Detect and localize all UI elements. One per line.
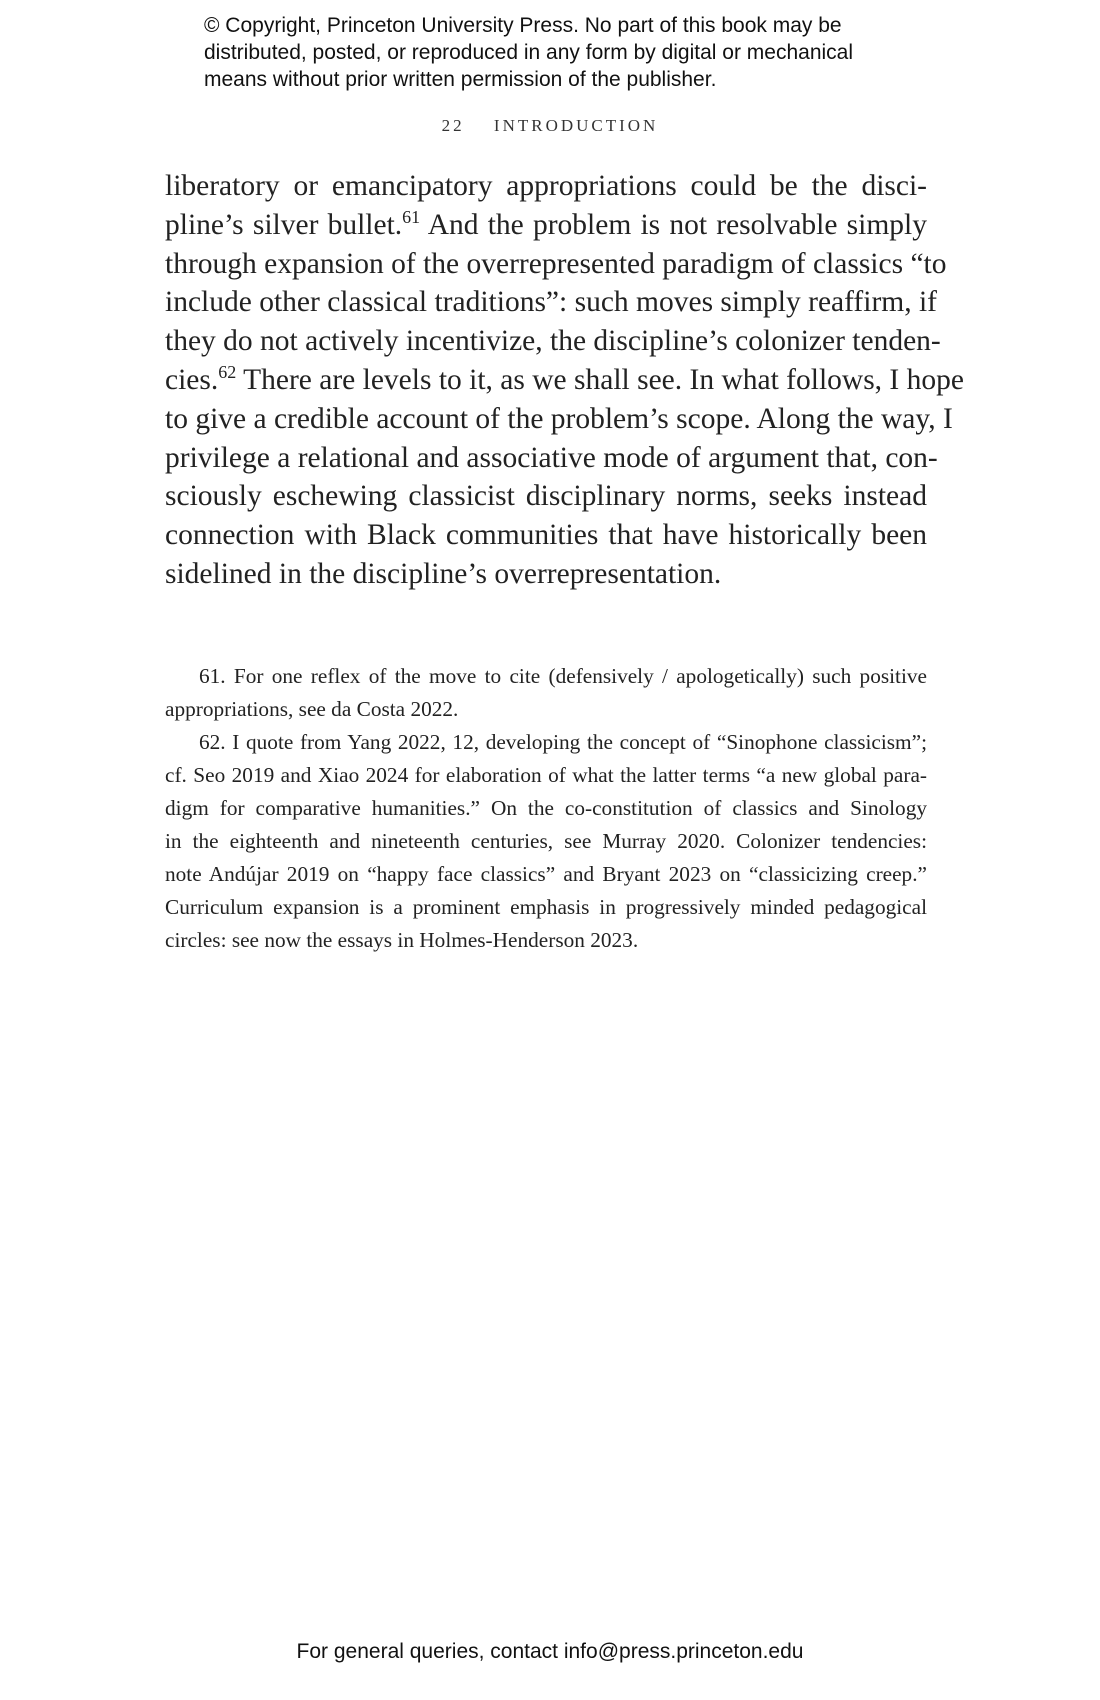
footnote-line: 61. For one reflex of the move to cite (defensively / apologetically) such positive — [199, 664, 927, 688]
body-line-text: And the problem is not resolvable simply — [427, 208, 927, 241]
body-line: connection with Black communities that have historically been — [165, 519, 927, 552]
body-line: to give a credible account of the problem’s scope. Along the way, I — [165, 402, 953, 435]
body-line: include other classical traditions”: such moves simply reaffirm, if — [165, 286, 937, 319]
body-paragraph — [165, 167, 964, 594]
footnotes — [165, 660, 927, 957]
page-number: 22 — [441, 116, 465, 135]
footnote-ref-62[interactable]: 62 — [218, 362, 237, 383]
body-line: privilege a relational and associative mode of argument that, con- — [165, 441, 938, 474]
copyright-line: means without prior written permission of the publisher. — [204, 68, 717, 91]
body-line: they do not actively incentivize, the discipline’s colonizer tenden- — [165, 325, 941, 358]
copyright-notice — [204, 12, 924, 93]
running-head — [0, 116, 1100, 136]
body-line: liberatory or emancipatory appropriations could be the disci- — [165, 170, 927, 202]
footer-contact: For general queries, contact info@press.princeton.edu — [296, 1640, 804, 1663]
footnote-line: digm for comparative humanities.” On the co-constitution of classics and Sinology — [165, 796, 927, 820]
body-line-text: pline’s silver bullet. — [165, 208, 403, 241]
footnote-line: Curriculum expansion is a prominent emphasis in progressively minded pedagogical — [165, 895, 927, 919]
chapter-title: INTRODUCTION — [493, 116, 659, 135]
footnote-line: 62. I quote from Yang 2022, 12, developing the concept of “Sinophone classicism”; — [199, 730, 927, 754]
copyright-line: © Copyright, Princeton University Press. No part of this book may be — [204, 14, 842, 37]
footnote-61 — [165, 660, 927, 726]
footnote-line: note Andújar 2019 on “happy face classics” and Bryant 2023 on “classicizing creep.” — [165, 862, 927, 886]
footnote-line: in the eighteenth and nineteenth centuries, see Murray 2020. Colonizer tendencies: — [165, 829, 927, 853]
body-line-text: cies. — [165, 363, 219, 396]
copyright-line: distributed, posted, or reproduced in any form by digital or mechanical — [204, 41, 854, 64]
body-line: through expansion of the overrepresented paradigm of classics “to — [165, 247, 947, 280]
footnote-62 — [165, 726, 927, 957]
body-line-text: There are levels to it, as we shall see. In what follows, I hope — [243, 363, 964, 396]
body-line: sidelined in the discipline’s overrepresentation. — [165, 557, 722, 590]
body-line — [165, 206, 927, 245]
body-line: sciously eschewing classicist disciplinary norms, seeks instead — [165, 480, 927, 513]
footnote-line: appropriations, see da Costa 2022. — [165, 697, 459, 721]
footnote-line: cf. Seo 2019 and Xiao 2024 for elaboration of what the latter terms “a new global para- — [165, 763, 927, 787]
footnote-ref-61[interactable]: 61 — [402, 206, 421, 227]
footnote-line: circles: see now the essays in Holmes-Henderson 2023. — [165, 928, 639, 952]
body-line — [165, 361, 964, 400]
